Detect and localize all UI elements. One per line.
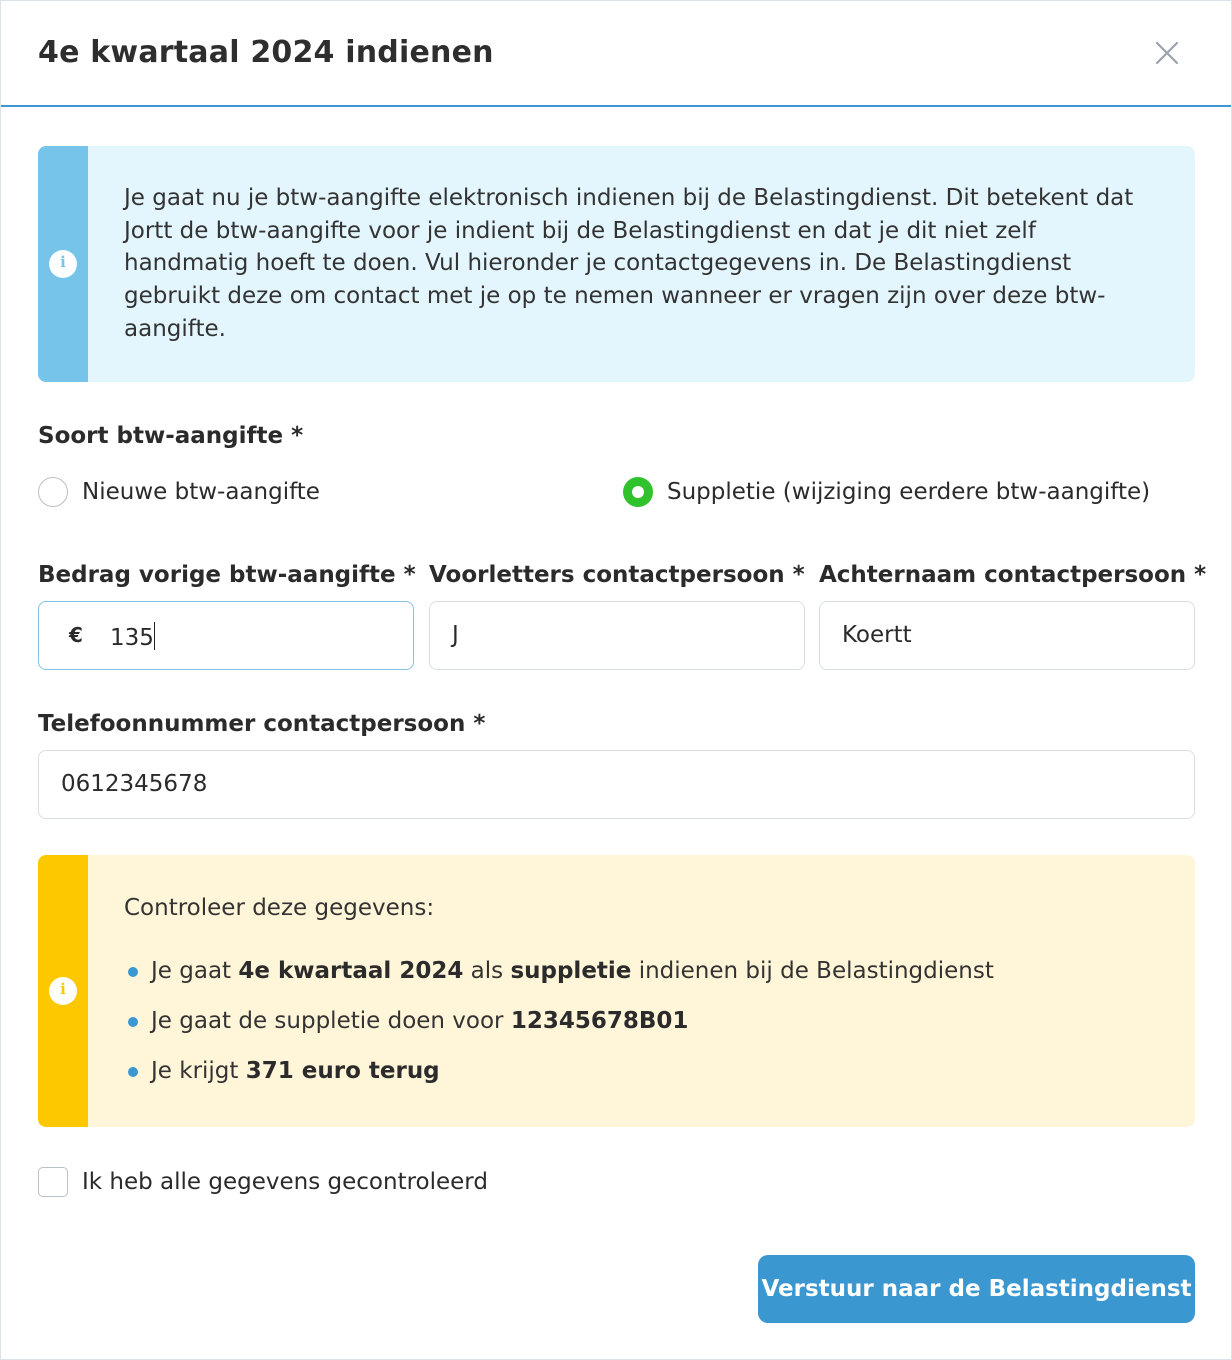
amount-label: Bedrag vorige btw-aangifte * xyxy=(38,562,416,588)
initials-input[interactable] xyxy=(429,601,805,670)
checkbox-box[interactable] xyxy=(38,1167,68,1197)
radio-new-return-label: Nieuwe btw-aangifte xyxy=(82,479,320,505)
phone-input[interactable] xyxy=(38,750,1195,819)
amount-value: 135 xyxy=(110,625,154,651)
lastname-value: Koertt xyxy=(842,622,912,648)
phone-value: 0612345678 xyxy=(61,771,208,797)
initials-value: J xyxy=(452,622,459,648)
radio-circle[interactable] xyxy=(38,477,68,507)
warning-list xyxy=(126,955,994,1105)
radio-supplement[interactable] xyxy=(623,477,1150,507)
list-item: Je gaat 4e kwartaal 2024 als suppletie indienen bij de Belastingdienst xyxy=(126,955,994,1005)
radio-circle-selected[interactable] xyxy=(623,477,653,507)
initials-label: Voorletters contactpersoon * xyxy=(429,562,805,588)
radio-new-return[interactable] xyxy=(38,477,320,507)
submit-button[interactable]: Verstuur naar de Belastingdienst xyxy=(758,1255,1195,1323)
text-caret xyxy=(154,622,156,650)
euro-icon: € xyxy=(69,623,83,647)
vat-type-label: Soort btw-aangifte * xyxy=(38,423,304,449)
modal-header xyxy=(1,1,1231,107)
info-alert-text: Je gaat nu je btw-aangifte elektronisch indienen bij de Belastingdienst. Dit betekent dat Jortt de btw-aangifte voor je indient bij de Belastingdienst en dat je dit niet zelf handmatig hoeft te doen. Vul hieronder je contactgegevens in. De Belastingdienst gebruikt deze om contact met je op te nemen wanneer er vragen zijn over deze btw-aangifte. xyxy=(124,185,1134,342)
warning-heading: Controleer deze gegevens: xyxy=(124,895,435,921)
radio-supplement-label: Suppletie (wijziging eerdere btw-aangifte) xyxy=(667,479,1151,505)
modal-title: 4e kwartaal 2024 indienen xyxy=(38,35,494,70)
amount-input[interactable] xyxy=(38,601,414,670)
list-item: Je krijgt 371 euro terug xyxy=(126,1055,994,1105)
lastname-input[interactable] xyxy=(819,601,1195,670)
info-icon: i xyxy=(49,977,77,1005)
list-item: Je gaat de suppletie doen voor 12345678B01 xyxy=(126,1005,994,1055)
warning-alert xyxy=(38,855,1195,1127)
confirm-checkbox[interactable] xyxy=(38,1167,488,1197)
close-icon[interactable] xyxy=(1151,37,1183,69)
confirm-checkbox-label: Ik heb alle gegevens gecontroleerd xyxy=(82,1169,488,1195)
phone-label: Telefoonnummer contactpersoon * xyxy=(38,711,486,737)
lastname-label: Achternaam contactpersoon * xyxy=(819,562,1207,588)
info-alert xyxy=(38,146,1195,382)
info-icon: i xyxy=(49,250,77,278)
